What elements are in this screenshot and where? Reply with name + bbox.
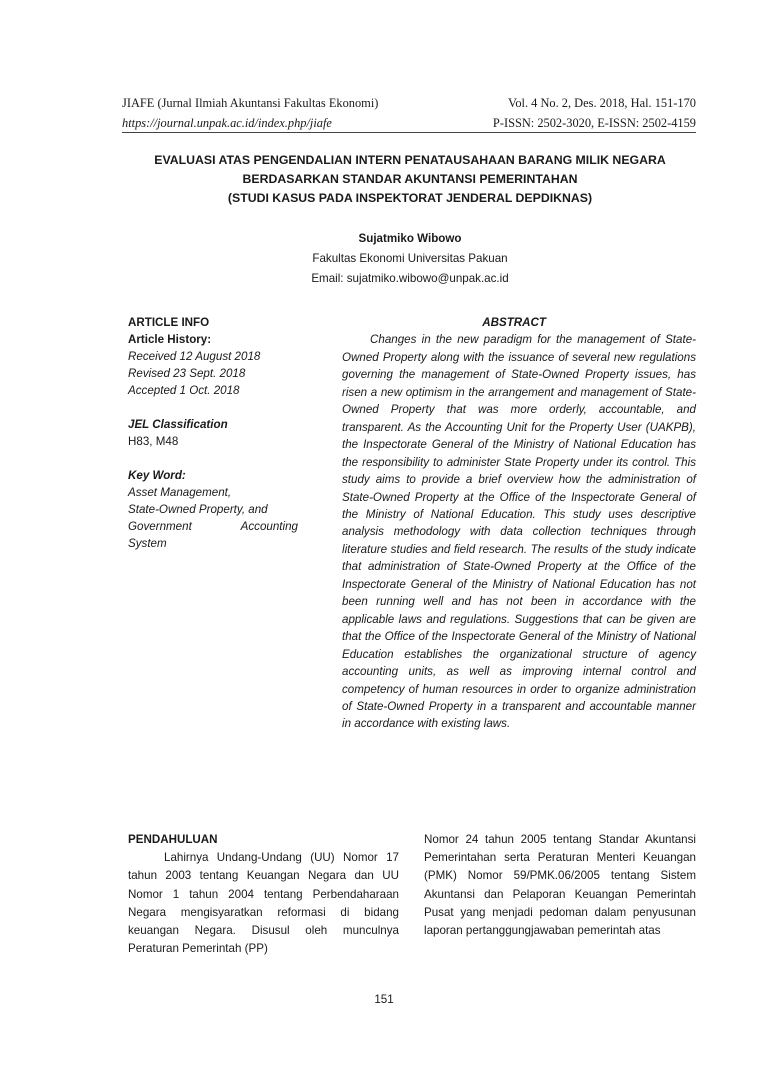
volume-info: Vol. 4 No. 2, Des. 2018, Hal. 151-170 bbox=[507, 96, 696, 110]
author-name: Sujatmiko Wibowo bbox=[358, 232, 462, 245]
page-number: 151 bbox=[374, 993, 394, 1006]
section-heading: PENDAHULUAN bbox=[128, 833, 218, 846]
article-info-heading: ARTICLE INFO bbox=[128, 316, 210, 329]
accepted-date: Accepted 1 Oct. 2018 bbox=[128, 384, 240, 397]
running-header bbox=[122, 93, 696, 133]
jel-label: JEL Classification bbox=[128, 418, 228, 431]
intro-column-left bbox=[128, 831, 399, 958]
article-info bbox=[128, 314, 298, 552]
intro-column-right: Nomor 24 tahun 2005 tentang Standar Akuntansi Pemerintahan serta Peraturan Menteri Keuangan (PMK) Nomor 59/PMK.06/2005 tentang Sistem Akuntansi dan Pelaporan Keuangan Pemerintah Pusat yang menjadi pedoman dalam penyusunan laporan pertanggungjawaban pemerintah atas bbox=[424, 833, 696, 938]
abstract-heading: ABSTRACT bbox=[482, 316, 546, 329]
jel-codes: H83, M48 bbox=[128, 435, 179, 448]
author-email[interactable]: Email: sujatmiko.wibowo@unpak.ac.id bbox=[311, 272, 509, 285]
title-line-1: EVALUASI ATAS PENGENDALIAN INTERN PENATAUSAHAAN BARANG MILIK NEGARA bbox=[154, 153, 666, 167]
keyword-label: Key Word: bbox=[128, 469, 186, 482]
article-history-label: Article History: bbox=[128, 333, 212, 346]
journal-url[interactable]: https://journal.unpak.ac.id/index.php/jiafe bbox=[122, 116, 332, 130]
abstract-section bbox=[342, 314, 696, 733]
keyword-line: State-Owned Property, and bbox=[128, 503, 268, 516]
keyword-line: System bbox=[128, 537, 167, 550]
title-line-2: BERDASARKAN STANDAR AKUNTANSI PEMERINTAHAN bbox=[242, 172, 578, 186]
issn-info: P-ISSN: 2502-3020, E-ISSN: 2502-4159 bbox=[492, 116, 696, 130]
author-affiliation: Fakultas Ekonomi Universitas Pakuan bbox=[312, 252, 508, 265]
article-title bbox=[110, 151, 710, 208]
keyword-line: Asset Management, bbox=[128, 486, 232, 499]
received-date: Received 12 August 2018 bbox=[128, 350, 261, 363]
journal-name: JIAFE (Jurnal Ilmiah Akuntansi Fakultas Ekonomi) bbox=[122, 96, 379, 110]
author-block bbox=[200, 229, 620, 289]
intro-paragraph: Lahirnya Undang-Undang (UU) Nomor 17 tahun 2003 tentang Keuangan Negara dan UU Nomor 1 tahun 2004 tentang Perbendaharaan Negara mengisyaratkan reformasi di bidang keuangan Negara. Disusul oleh munculnya Peraturan Pemerintah (PP) bbox=[128, 851, 399, 956]
spacer bbox=[128, 450, 298, 467]
title-line-3: (STUDI KASUS PADA INSPEKTORAT JENDERAL DEPDIKNAS) bbox=[227, 191, 593, 205]
revised-date: Revised 23 Sept. 2018 bbox=[128, 367, 246, 380]
header-divider bbox=[122, 132, 696, 133]
keyword-line: Government Accounting bbox=[128, 520, 298, 533]
abstract-text: Changes in the new paradigm for the management of State-Owned Property along with the issuance of several new regulations governing the management of State-Owned Property issues, has risen a new optimism in the arrangement and management of State-Owned Property that was more orderly, accountable, and transparent. As the Accounting Unit for the Property User (UAKPB), the Inspectorate General of the Ministry of National Education has the responsibility to administer State Property under its control. This study aims to provide a brief overview how the administration of State-Owned Property at the Office of the Inspectorate General of the Ministry of National Education. This study uses descriptive analysis methodology with data collection techniques through literature studies and field research. The results of the study indicate that administration of State-Owned Property at the Office of the Inspectorate General of the Ministry of National Education has not been running well and has not been in accordance with the applicable laws and regulations. Suggestions that can be given are that the Office of the Inspectorate General of the Ministry of National Education establishes the organizational structure of agency accounting units, as well as improving internal control and competency of human resources in order to organize administration of State-Owned Property in a transparent and accountable manner in accordance with existing laws. bbox=[342, 333, 696, 731]
spacer bbox=[128, 399, 298, 416]
